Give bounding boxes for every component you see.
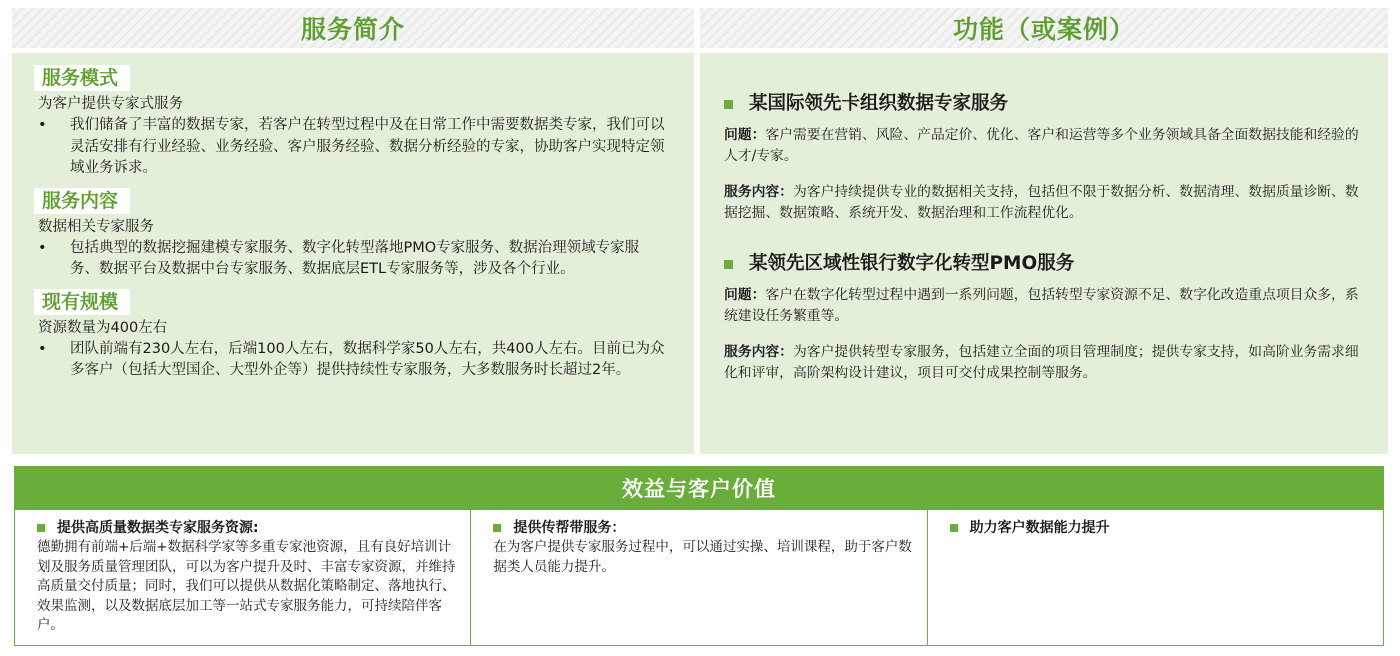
service-label: 服务内容：: [724, 344, 793, 360]
service-intro-panel: [12, 53, 694, 454]
bullet-dot: •: [38, 117, 47, 133]
case-service: [724, 342, 1364, 383]
case-card-card-org: [724, 91, 1364, 223]
cases-panel: [700, 53, 1388, 454]
case-problem: [724, 285, 1364, 326]
header-functions-cases: 功能（或案例）: [700, 8, 1388, 48]
header-service-intro: 服务简介: [12, 8, 694, 48]
section-title: 现有规模: [34, 289, 130, 315]
benefit-title: 提供高质量数据类专家服务资源:: [57, 520, 259, 536]
section-title: 服务内容: [34, 188, 130, 214]
benefit-cell: [15, 510, 471, 645]
benefit-body: 德勤拥有前端+后端+数据科学家等多重专家池资源，且有良好培训计划及服务质量管理团队，可以为客户提升及时、丰富专家资源，并维持高质量交付质量；同时，我们可以提供从数据化策略制定、落地执行、效果监测，以及数据底层加工等一站式专家服务能力，可持续陪伴客户。: [37, 539, 456, 634]
benefit-title: 助力客户数据能力提升: [969, 520, 1110, 536]
case-title: 某领先区域性银行数字化转型PMO服务: [749, 253, 1075, 274]
square-bullet-icon: [37, 524, 45, 532]
section-subtitle: 数据相关专家服务: [38, 218, 154, 235]
benefits-title-bar: 效益与客户价值: [14, 466, 1384, 509]
square-bullet-icon: [493, 524, 501, 532]
service-text: 为客户持续提供专业的数据相关支持，包括但不限于数据分析、数据清理、数据质量诊断、数据挖掘、数据策略、系统开发、数据治理和工作流程优化。: [724, 184, 1359, 221]
bullet-text: 团队前端有230人左右，后端100人左右，数据科学家50人左右，共400人左右。目前已为众多客户（包括大型国企、大型外企等）提供持续性专家服务，大多数服务时长超过2年。: [70, 340, 665, 378]
square-bullet-icon: [724, 100, 733, 109]
service-text: 为客户提供转型专家服务，包括建立全面的项目管理制度；提供专家支持，如高阶业务需求细化和评审，高阶架构设计建议，项目可交付成果控制等服务。: [724, 344, 1359, 381]
case-service: [724, 182, 1364, 223]
bullet-dot: •: [38, 239, 47, 256]
bullet-item: [34, 115, 674, 180]
bullet-item: [34, 339, 674, 382]
case-card-regional-bank: [724, 251, 1364, 383]
bullet-text: 包括典型的数据挖掘建模专家服务、数字化转型落地PMO专家服务、数据治理领域专家服务、数据平台及数据中台专家服务、数据底层ETL专家服务等，涉及各个行业。: [70, 239, 640, 277]
problem-label: 问题：: [724, 287, 766, 303]
benefit-cell: [471, 510, 927, 645]
problem-text: 客户需要在营销、风险、产品定价、优化、客户和运营等多个业务领域具备全面数据技能和经验的人才/专家。: [724, 127, 1359, 164]
square-bullet-icon: [724, 260, 733, 269]
section-subtitle: 资源数量为400左右: [38, 319, 168, 336]
section-subtitle: 为客户提供专家式服务: [38, 96, 183, 112]
case-title: 某国际领先卡组织数据专家服务: [749, 93, 1009, 114]
benefits-cells: [14, 509, 1384, 646]
case-problem: [724, 125, 1364, 166]
square-bullet-icon: [950, 524, 958, 532]
bullet-dot: •: [38, 340, 47, 357]
benefit-cell: [928, 510, 1383, 645]
section-service-mode: [34, 65, 674, 180]
section-title: 服务模式: [34, 65, 130, 91]
service-label: 服务内容：: [724, 184, 793, 200]
section-service-content: [34, 188, 674, 281]
bullet-text: 我们储备了丰富的数据专家，若客户在转型过程中及在日常工作中需要数据类专家，我们可以灵活安排有行业经验、业务经验、客户服务经验、数据分析经验的专家，协助客户实现特定领域业务诉求。: [70, 117, 665, 176]
benefit-body: 在为客户提供专家服务过程中，可以通过实操、培训课程，助于客户数据类人员能力提升。: [493, 539, 912, 575]
benefit-title: 提供传帮带服务：: [513, 520, 626, 536]
bullet-item: [34, 238, 674, 281]
problem-label: 问题：: [724, 127, 766, 143]
problem-text: 客户在数字化转型过程中遇到一系列问题，包括转型专家资源不足、数字化改造重点项目众多，系统建设任务繁重等。: [724, 287, 1359, 324]
section-current-scale: [34, 289, 674, 382]
